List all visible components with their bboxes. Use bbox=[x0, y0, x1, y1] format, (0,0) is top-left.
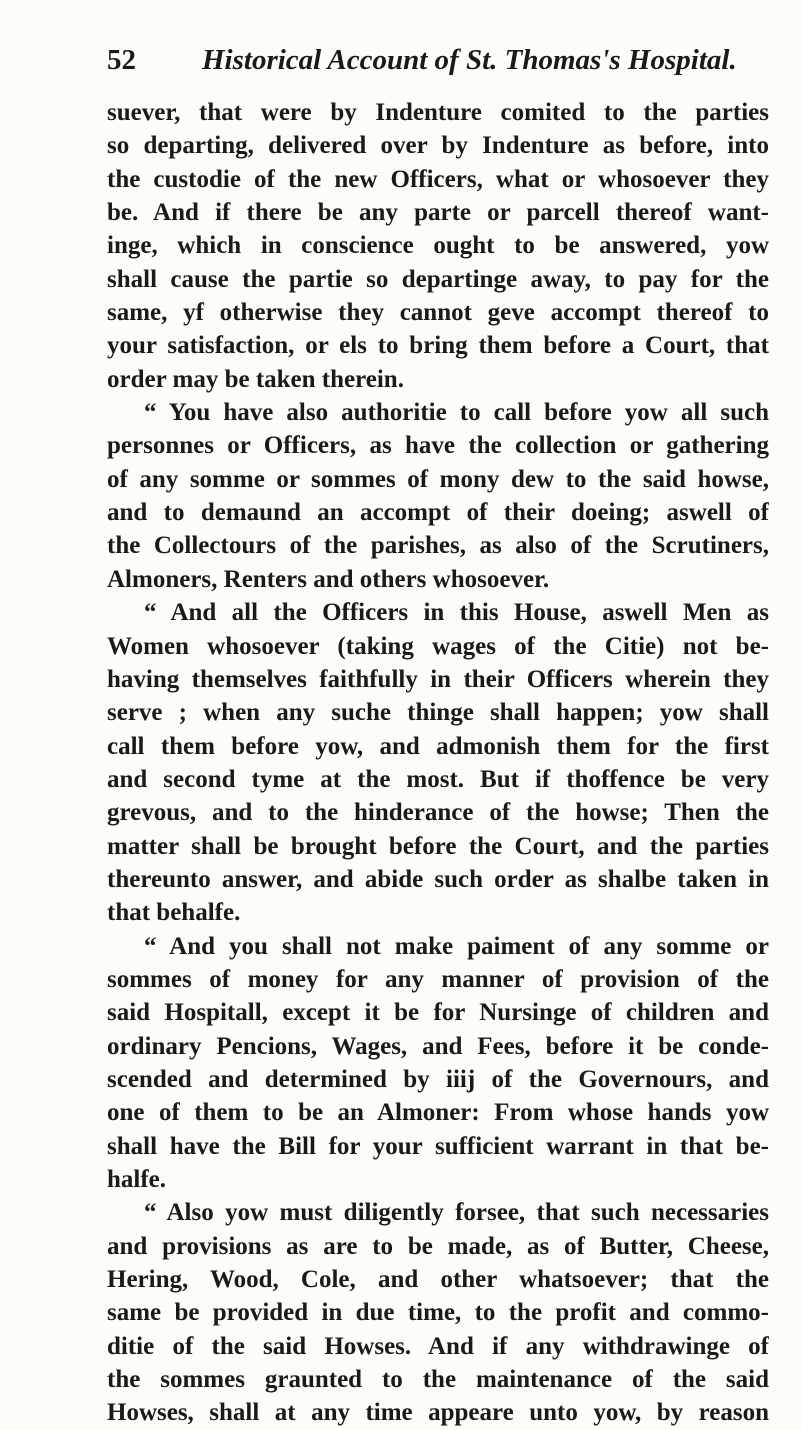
text-line: inge, which in conscience ought to be answered, yow bbox=[107, 232, 769, 260]
text-line: your satisfaction, or els to bring them before a Court, that bbox=[107, 332, 769, 360]
text-line: the Collectours of the parishes, as also of the Scrutiners, bbox=[107, 532, 769, 560]
text-line: same, yf otherwise they cannot geve accompt thereof to bbox=[107, 299, 769, 327]
text-line: “ And all the Officers in this House, aswell Men as bbox=[144, 599, 769, 627]
text-line: order may be taken therein. bbox=[107, 365, 404, 393]
text-line: so departing, delivered over by Indenture as before, into bbox=[107, 132, 769, 160]
text-line: the custodie of the new Officers, what or whosoever they bbox=[107, 165, 769, 193]
text-line: grevous, and to the hinderance of the howse; Then the bbox=[107, 799, 769, 827]
text-line: that behalfe. bbox=[107, 899, 241, 927]
body-text bbox=[107, 96, 769, 1430]
text-line: same be provided in due time, to the profit and commo- bbox=[107, 1299, 769, 1327]
text-line: of any somme or sommes of mony dew to the said howse, bbox=[107, 465, 769, 493]
text-line: halfe. bbox=[107, 1166, 167, 1193]
text-line: personnes or Officers, as have the collection or gathering bbox=[107, 432, 769, 460]
text-line: scended and determined by iiij of the Governours, and bbox=[107, 1065, 769, 1093]
text-line: “ And you shall not make paiment of any somme or bbox=[144, 932, 769, 960]
text-line: Almoners, Renters and others whosoever. bbox=[107, 565, 550, 593]
text-line: Women whosoever (taking wages of the Citie) not be- bbox=[107, 632, 769, 660]
text-line: “ Also yow must diligently forsee, that such necessaries bbox=[144, 1199, 769, 1227]
text-line: and provisions as are to be made, as of Butter, Cheese, bbox=[107, 1232, 769, 1260]
text-line: Hering, Wood, Cole, and other whatsoever; that the bbox=[107, 1266, 769, 1294]
text-line: ordinary Pencions, Wages, and Fees, before it be conde- bbox=[107, 1032, 769, 1060]
text-line: said Hospitall, except it be for Nursinge of children and bbox=[107, 999, 769, 1027]
text-line: the sommes graunted to the maintenance of the said bbox=[107, 1366, 769, 1394]
text-line: having themselves faithfully in their Officers wherein they bbox=[107, 665, 769, 693]
text-line: Howses, shall at any time appeare unto yow, by reason bbox=[107, 1399, 769, 1427]
text-line: shall have the Bill for your sufficient warrant in that be- bbox=[107, 1132, 769, 1160]
text-line: and to demaund an accompt of their doeing; aswell of bbox=[107, 499, 769, 527]
text-line: call them before yow, and admonish them for the first bbox=[107, 732, 769, 760]
running-head bbox=[107, 44, 737, 84]
text-line: shall cause the partie so departinge away, to pay for the bbox=[107, 265, 769, 293]
running-title: Historical Account of St. Thomas's Hospital. bbox=[202, 44, 737, 76]
text-line: matter shall be brought before the Court, and the parties bbox=[107, 832, 769, 860]
text-line: “ You have also authoritie to call before yow all such bbox=[144, 399, 769, 427]
text-line: suever, that were by Indenture comited to the parties bbox=[107, 99, 769, 126]
text-line: one of them to be an Almoner: From whose hands yow bbox=[107, 1099, 769, 1127]
page-number: 52 bbox=[107, 44, 136, 76]
text-line: serve ; when any suche thinge shall happen; yow shall bbox=[107, 699, 769, 727]
text-line: and second tyme at the most. But if thoffence be very bbox=[107, 765, 769, 793]
text-line: be. And if there be any parte or parcell thereof want- bbox=[107, 199, 769, 227]
text-line: thereunto answer, and abide such order as shalbe taken in bbox=[107, 865, 769, 893]
text-line: sommes of money for any manner of provision of the bbox=[107, 965, 769, 993]
text-line: ditie of the said Howses. And if any withdrawinge of bbox=[107, 1332, 769, 1360]
